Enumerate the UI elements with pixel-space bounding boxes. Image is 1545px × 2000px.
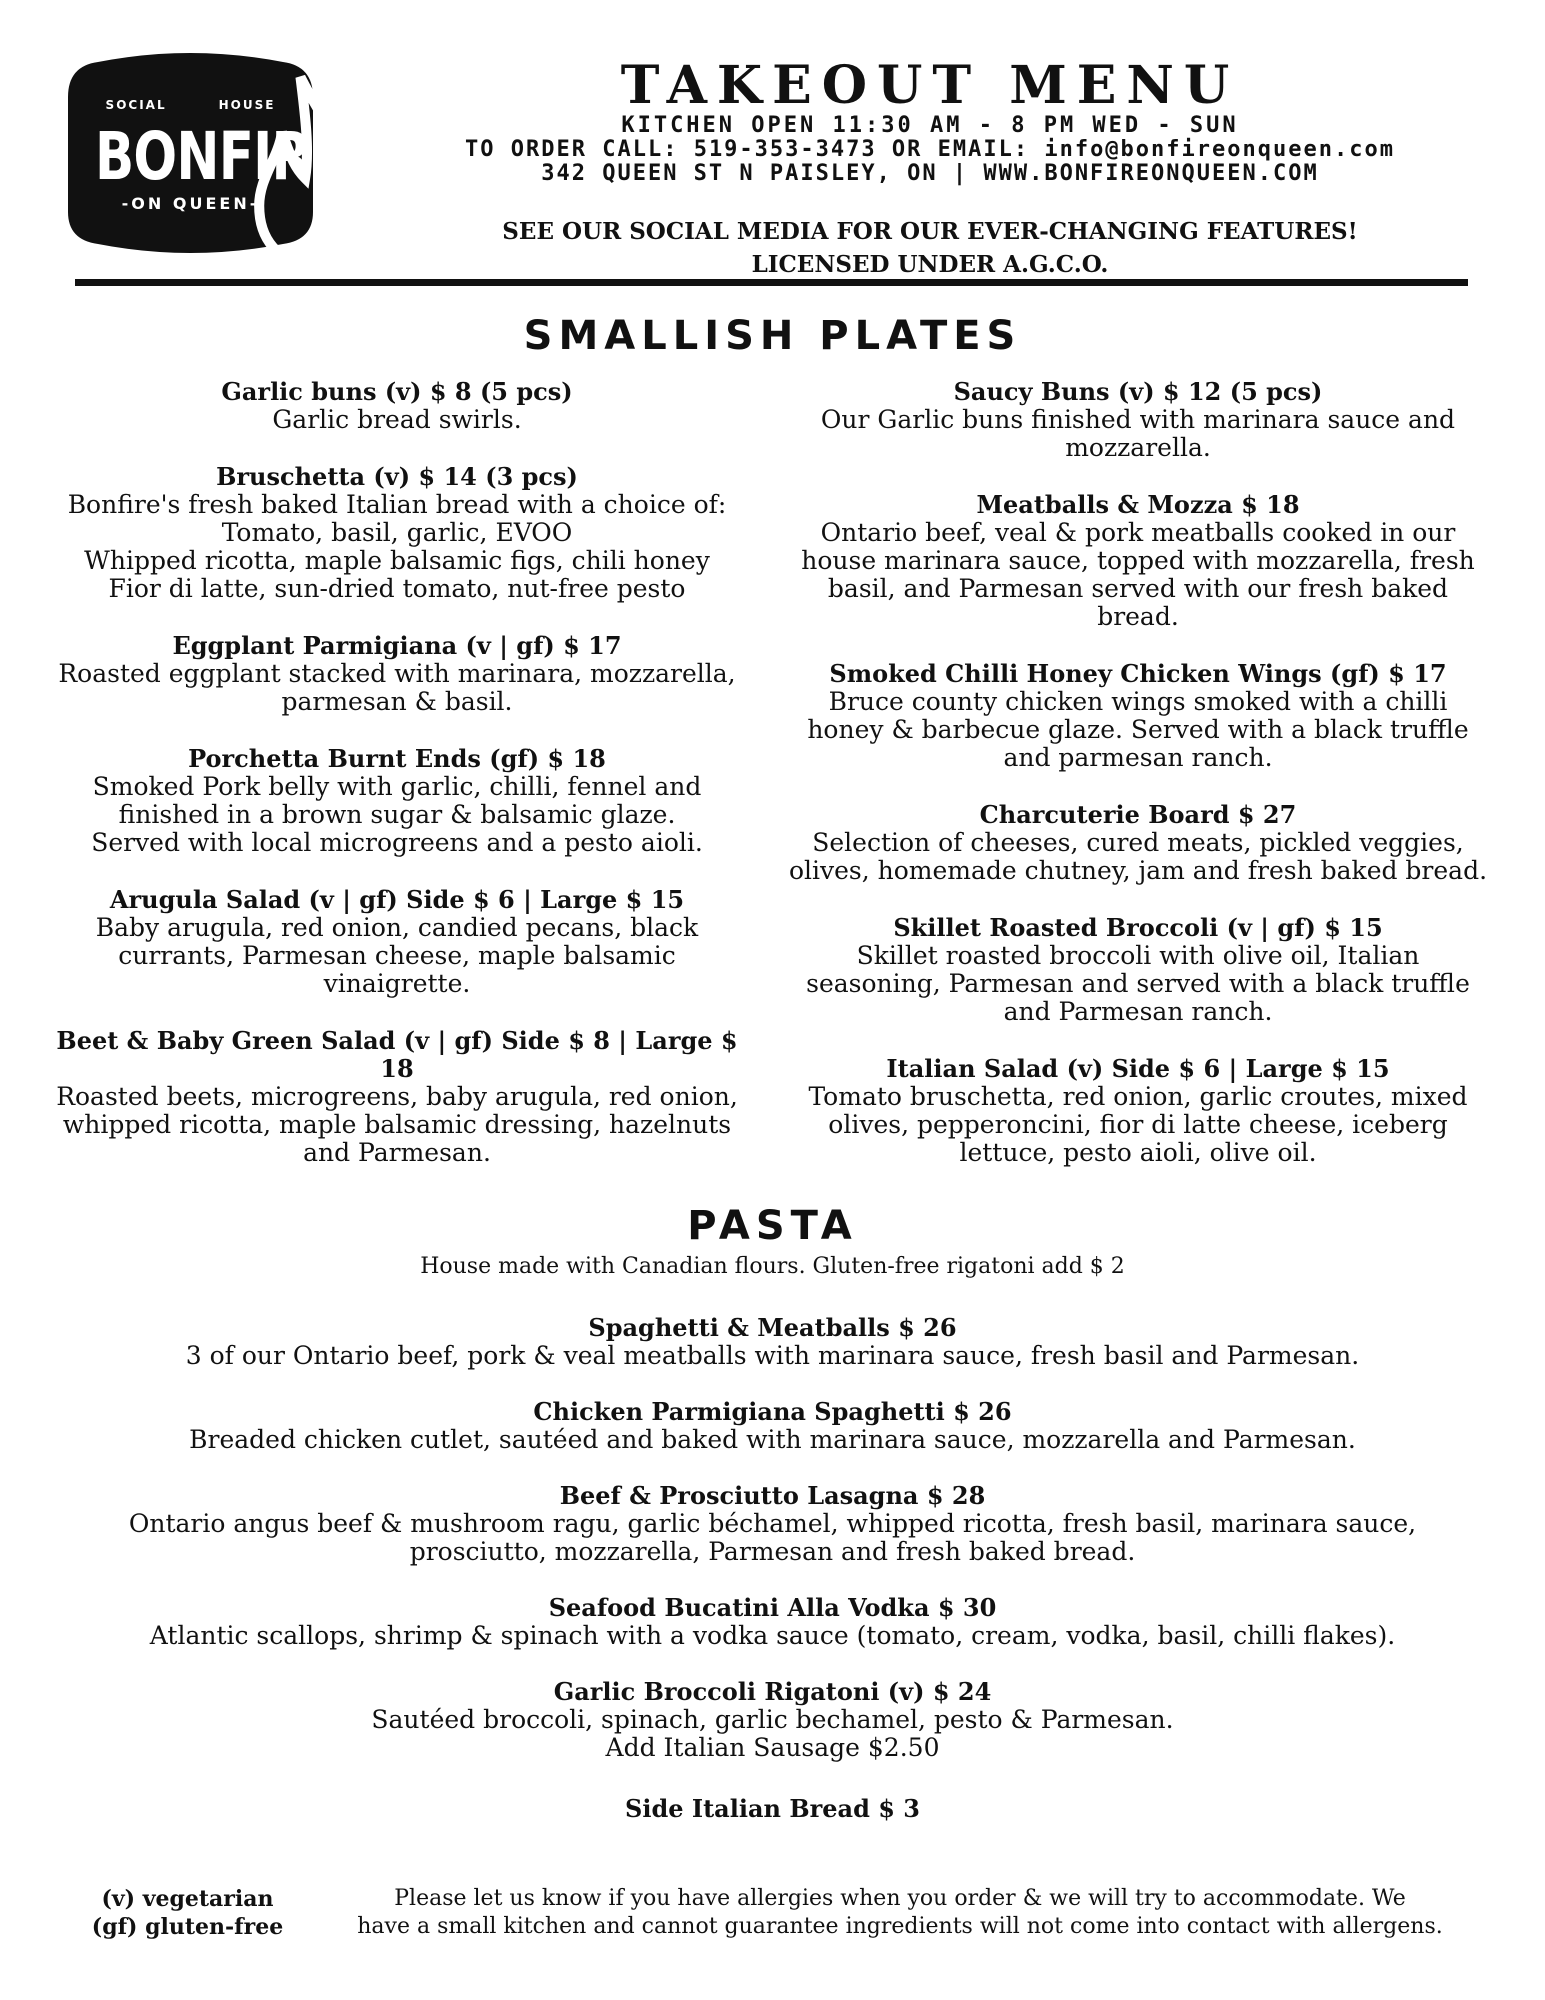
item-description: mozzarella. bbox=[1065, 433, 1211, 462]
menu-item bbox=[60, 1314, 1485, 1370]
item-name: Spaghetti & Meatballs $ 26 bbox=[588, 1313, 957, 1342]
item-description: currants, Parmesan cheese, maple balsamic bbox=[118, 941, 676, 970]
item-name: Garlic Broccoli Rigatoni (v) $ 24 bbox=[553, 1677, 992, 1706]
item-description: olives, pepperoncini, fior di latte cheese, iceberg bbox=[828, 1110, 1448, 1139]
item-name: Beef & Prosciutto Lasagna $ 28 bbox=[559, 1481, 986, 1510]
logo-social-text: SOCIAL bbox=[105, 98, 167, 112]
item-description: finished in a brown sugar & balsamic glaze. bbox=[118, 800, 676, 829]
item-description: Selection of cheeses, cured meats, pickled veggies, bbox=[812, 828, 1464, 857]
item-description: vinaigrette. bbox=[323, 969, 471, 998]
header-divider bbox=[75, 279, 1468, 286]
license-line: LICENSED UNDER A.G.C.O. bbox=[751, 251, 1109, 278]
item-description: 3 of our Ontario beef, pork & veal meatballs with marinara sauce, fresh basil and Parmesan. bbox=[185, 1341, 1360, 1370]
logo-wordmark: BONFIRE bbox=[94, 118, 345, 195]
item-name: Eggplant Parmigiana (v | gf) $ 17 bbox=[172, 631, 622, 660]
item-description: seasoning, Parmesan and served with a black truffle bbox=[806, 969, 1470, 998]
item-description: Roasted beets, microgreens, baby arugula, red onion, bbox=[56, 1082, 738, 1111]
item-description: Sautéed broccoli, spinach, garlic bechamel, pesto & Parmesan. bbox=[371, 1705, 1174, 1734]
logo-subtitle: -ON QUEEN- bbox=[121, 194, 260, 213]
item-description: Bruce county chicken wings smoked with a chilli bbox=[828, 687, 1448, 716]
item-description: Garlic bread swirls. bbox=[272, 405, 522, 434]
menu-item bbox=[47, 886, 747, 998]
item-description: Whipped ricotta, maple balsamic figs, chili honey bbox=[84, 546, 710, 575]
allergy-notice bbox=[320, 1885, 1480, 1941]
item-description: house marinara sauce, topped with mozzarella, fresh bbox=[801, 546, 1475, 575]
item-description: lettuce, pesto aioli, olive oil. bbox=[959, 1138, 1317, 1167]
menu-item bbox=[47, 632, 747, 716]
social-notice bbox=[330, 215, 1530, 281]
item-description: Add Italian Sausage $2.50 bbox=[605, 1733, 940, 1762]
item-description: honey & barbecue glaze. Served with a black truffle bbox=[807, 715, 1469, 744]
item-name: Beet & Baby Green Salad (v | gf) Side $ 8 | Large $ 18 bbox=[56, 1026, 738, 1083]
menu-item bbox=[788, 1055, 1488, 1167]
item-name: Arugula Salad (v | gf) Side $ 6 | Large $ 15 bbox=[109, 885, 685, 914]
item-description: and parmesan ranch. bbox=[1003, 743, 1273, 772]
smallish-left-column bbox=[47, 378, 747, 1196]
item-description: whipped ricotta, maple balsamic dressing, hazelnuts bbox=[62, 1110, 732, 1139]
smallish-right-column bbox=[788, 378, 1488, 1196]
item-description: Smoked Pork belly with garlic, chilli, fennel and bbox=[92, 772, 702, 801]
item-name: Chicken Parmigiana Spaghetti $ 26 bbox=[533, 1397, 1012, 1426]
item-description: Skillet roasted broccoli with olive oil, Italian bbox=[856, 941, 1420, 970]
order-contact: TO ORDER CALL: 519-353-3473 OR EMAIL: info@bonfireonqueen.com bbox=[465, 137, 1395, 162]
item-name: Saucy Buns (v) $ 12 (5 pcs) bbox=[953, 377, 1323, 406]
item-description: prosciutto, mozzarella, Parmesan and fresh baked bread. bbox=[409, 1537, 1136, 1566]
pasta-heading: PASTA bbox=[687, 1203, 858, 1249]
address-line: 342 QUEEN ST N PAISLEY, ON | WWW.BONFIREONQUEEN.COM bbox=[541, 161, 1319, 186]
item-name: Meatballs & Mozza $ 18 bbox=[976, 490, 1300, 519]
item-name: Charcuterie Board $ 27 bbox=[979, 800, 1297, 829]
legend-gluten-free: (gf) gluten-free bbox=[91, 1914, 284, 1940]
menu-item bbox=[60, 1398, 1485, 1454]
logo-house-text: HOUSE bbox=[218, 98, 276, 112]
menu-item bbox=[788, 491, 1488, 631]
pasta-intro: House made with Canadian flours. Gluten-free rigatoni add $ 2 bbox=[420, 1254, 1125, 1279]
item-description: basil, and Parmesan served with our fresh baked bread. bbox=[827, 574, 1449, 631]
allergy-line: have a small kitchen and cannot guarantee ingredients will not come into contact with allergens. bbox=[357, 1914, 1443, 1939]
menu-item bbox=[788, 801, 1488, 885]
smallish-plates-heading: SMALLISH PLATES bbox=[523, 313, 1022, 359]
item-name: Bruschetta (v) $ 14 (3 pcs) bbox=[216, 462, 578, 491]
item-name: Porchetta Burnt Ends (gf) $ 18 bbox=[188, 744, 606, 773]
item-name: Skillet Roasted Broccoli (v | gf) $ 15 bbox=[893, 913, 1383, 942]
item-description: Fior di latte, sun-dried tomato, nut-free pesto bbox=[108, 574, 686, 603]
item-description: Breaded chicken cutlet, sautéed and baked with marinara sauce, mozzarella and Parmesan. bbox=[189, 1425, 1356, 1454]
item-description: olives, homemade chutney, jam and fresh baked bread. bbox=[788, 856, 1488, 885]
side-italian-bread: Side Italian Bread $ 3 bbox=[625, 1794, 920, 1823]
pasta-list bbox=[60, 1314, 1485, 1790]
item-description: Ontario angus beef & mushroom ragu, garlic béchamel, whipped ricotta, fresh basil, marinara sauce, bbox=[128, 1509, 1417, 1538]
menu-item bbox=[60, 1594, 1485, 1650]
menu-item bbox=[788, 914, 1488, 1026]
item-name: Garlic buns (v) $ 8 (5 pcs) bbox=[221, 377, 573, 406]
item-name: Italian Salad (v) Side $ 6 | Large $ 15 bbox=[886, 1054, 1390, 1083]
social-features-line: SEE OUR SOCIAL MEDIA FOR OUR EVER-CHANGING FEATURES! bbox=[502, 218, 1358, 245]
menu-item bbox=[47, 463, 747, 603]
diet-legend bbox=[80, 1885, 295, 1941]
item-description: Served with local microgreens and a pesto aioli. bbox=[91, 828, 703, 857]
menu-item bbox=[60, 1482, 1485, 1566]
menu-item bbox=[60, 1678, 1485, 1762]
item-description: and Parmesan ranch. bbox=[1003, 997, 1273, 1026]
item-description: Tomato bruschetta, red onion, garlic croutes, mixed bbox=[808, 1082, 1468, 1111]
item-description: Our Garlic buns finished with marinara sauce and bbox=[820, 405, 1456, 434]
menu-header bbox=[330, 55, 1530, 186]
bonfire-logo bbox=[68, 52, 345, 254]
item-description: Atlantic scallops, shrimp & spinach with a vodka sauce (tomato, cream, vodka, basil, chilli flakes). bbox=[149, 1621, 1396, 1650]
item-description: Roasted eggplant stacked with marinara, mozzarella, bbox=[58, 659, 736, 688]
item-description: Tomato, basil, garlic, EVOO bbox=[221, 518, 573, 547]
item-description: parmesan & basil. bbox=[281, 687, 513, 716]
item-name: Seafood Bucatini Alla Vodka $ 30 bbox=[548, 1593, 997, 1622]
menu-item bbox=[47, 745, 747, 857]
legend-vegetarian: (v) vegetarian bbox=[101, 1886, 274, 1912]
logo-tagline bbox=[68, 98, 313, 112]
menu-item bbox=[788, 660, 1488, 772]
item-description: and Parmesan. bbox=[303, 1138, 491, 1167]
menu-item bbox=[47, 1027, 747, 1167]
item-description: Baby arugula, red onion, candied pecans, black bbox=[95, 913, 699, 942]
item-description: Ontario beef, veal & pork meatballs cooked in our bbox=[820, 518, 1456, 547]
menu-item bbox=[47, 378, 747, 434]
page-title: TAKEOUT MENU bbox=[620, 55, 1240, 116]
item-name: Smoked Chilli Honey Chicken Wings (gf) $ 17 bbox=[829, 659, 1447, 688]
kitchen-hours: KITCHEN OPEN 11:30 AM - 8 PM WED - SUN bbox=[621, 113, 1239, 138]
item-description: Bonfire's fresh baked Italian bread with a choice of: bbox=[67, 490, 727, 519]
allergy-line: Please let us know if you have allergies when you order & we will try to accommodate. We bbox=[394, 1886, 1406, 1911]
menu-item bbox=[788, 378, 1488, 462]
